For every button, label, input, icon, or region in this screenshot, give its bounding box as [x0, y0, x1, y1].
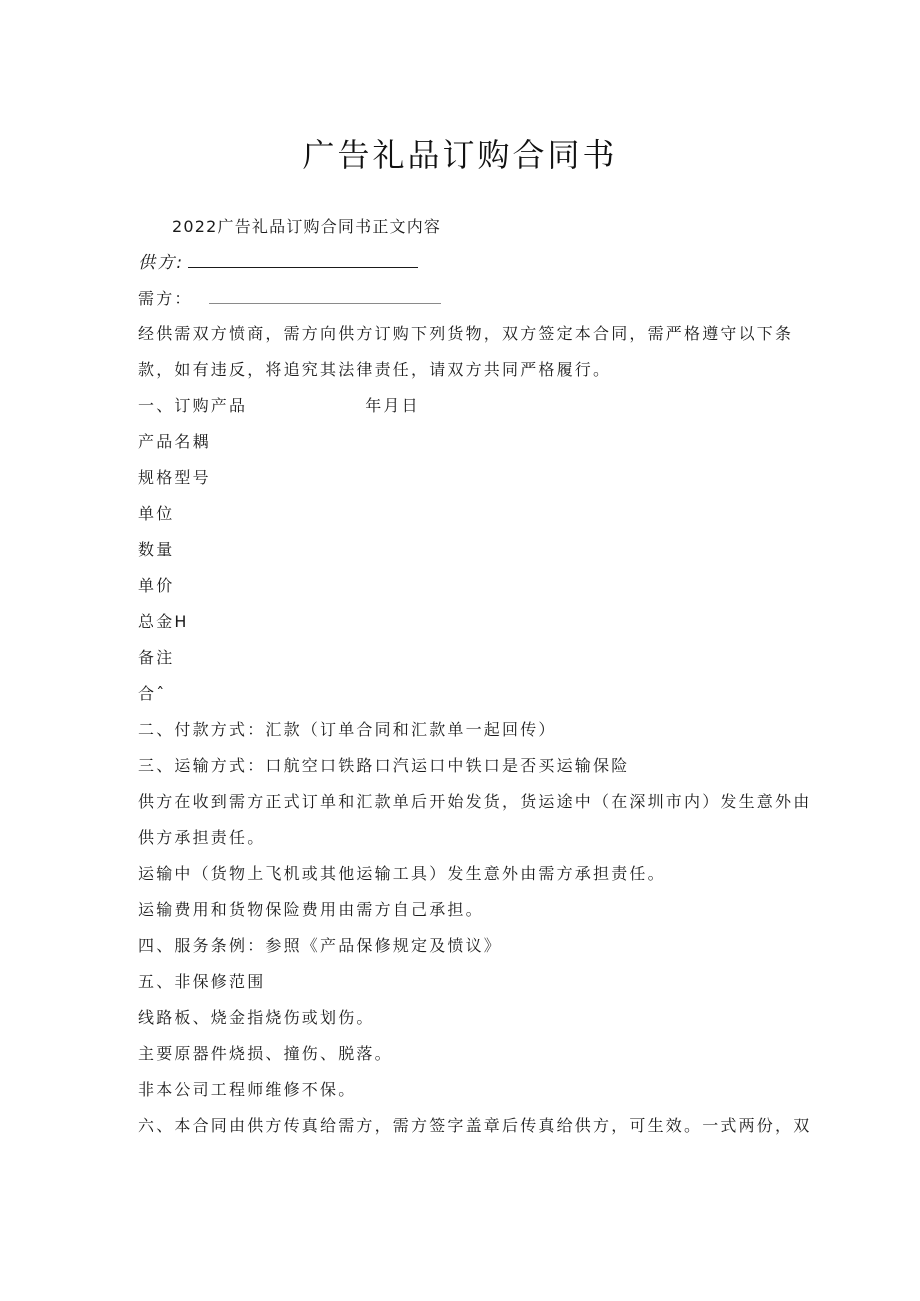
product-field-quantity: 数量 — [138, 540, 175, 559]
product-field-remark: 备注 — [138, 648, 175, 667]
product-field-spec: 规格型号 — [138, 468, 211, 487]
buyer-row — [138, 287, 441, 310]
section1-row — [138, 395, 420, 417]
transport-paragraph-line-3: 运输中（货物上飞机或其他运输工具）发生意外由需方承担责任。 — [138, 864, 666, 883]
section1-heading: 一、订购产品 — [138, 396, 248, 415]
section5-nonwarranty: 五、非保修范围 — [138, 972, 266, 991]
transport-paragraph-line-2: 供方承担责任。 — [138, 828, 266, 847]
nonwarranty-item: 线路板、烧金指烧伤或划伤。 — [138, 1008, 375, 1027]
document-subtitle: 2022广告礼品订购合同书正文内容 — [172, 217, 442, 236]
nonwarranty-item: 主要原器件烧损、撞伤、脱落。 — [138, 1044, 393, 1063]
document-title: 广告礼品订购合同书 — [302, 136, 618, 174]
supplier-row — [138, 251, 418, 274]
supplier-label: 供方: — [138, 253, 185, 273]
section3-transport: 三、运输方式：口航空口铁路口汽运口中铁口是否买运输保险 — [138, 756, 630, 775]
transport-paragraph-line-4: 运输费用和货物保险费用由需方自己承担。 — [138, 900, 484, 919]
section1-date: 年月日 — [365, 396, 420, 415]
transport-paragraph-line-1: 供方在收到需方正式订单和汇款单后开始发货，货运途中（在深圳市内）发生意外由 — [138, 792, 812, 811]
nonwarranty-item: 非本公司工程师维修不保。 — [138, 1080, 357, 1099]
product-field-unit: 单位 — [138, 504, 175, 523]
intro-paragraph-line-2: 款，如有违反，将追究其法律责任，请双方共同严格履行。 — [138, 360, 612, 379]
section2-payment: 二、付款方式：汇款（订单合同和汇款单一起回传） — [138, 720, 557, 739]
section4-service: 四、服务条例：参照《产品保修规定及愤议》 — [138, 936, 503, 955]
product-field-total: 总金H — [138, 612, 189, 631]
buyer-label: 需方： — [138, 289, 193, 308]
buyer-blank-line — [209, 287, 441, 304]
supplier-blank-line — [188, 251, 418, 268]
product-field-unit-price: 单价 — [138, 576, 175, 595]
section6-validity: 六、本合同由供方传真给需方，需方签字盖章后传真给供方，可生效。一式两份，双 — [138, 1116, 812, 1135]
product-field-name: 产品名耦 — [138, 432, 211, 451]
product-field-sum: 合ˆ — [138, 684, 167, 703]
intro-paragraph-line-1: 经供需双方愤商，需方向供方订购下列货物，双方签定本合同，需严格遵守以下条 — [138, 324, 794, 343]
